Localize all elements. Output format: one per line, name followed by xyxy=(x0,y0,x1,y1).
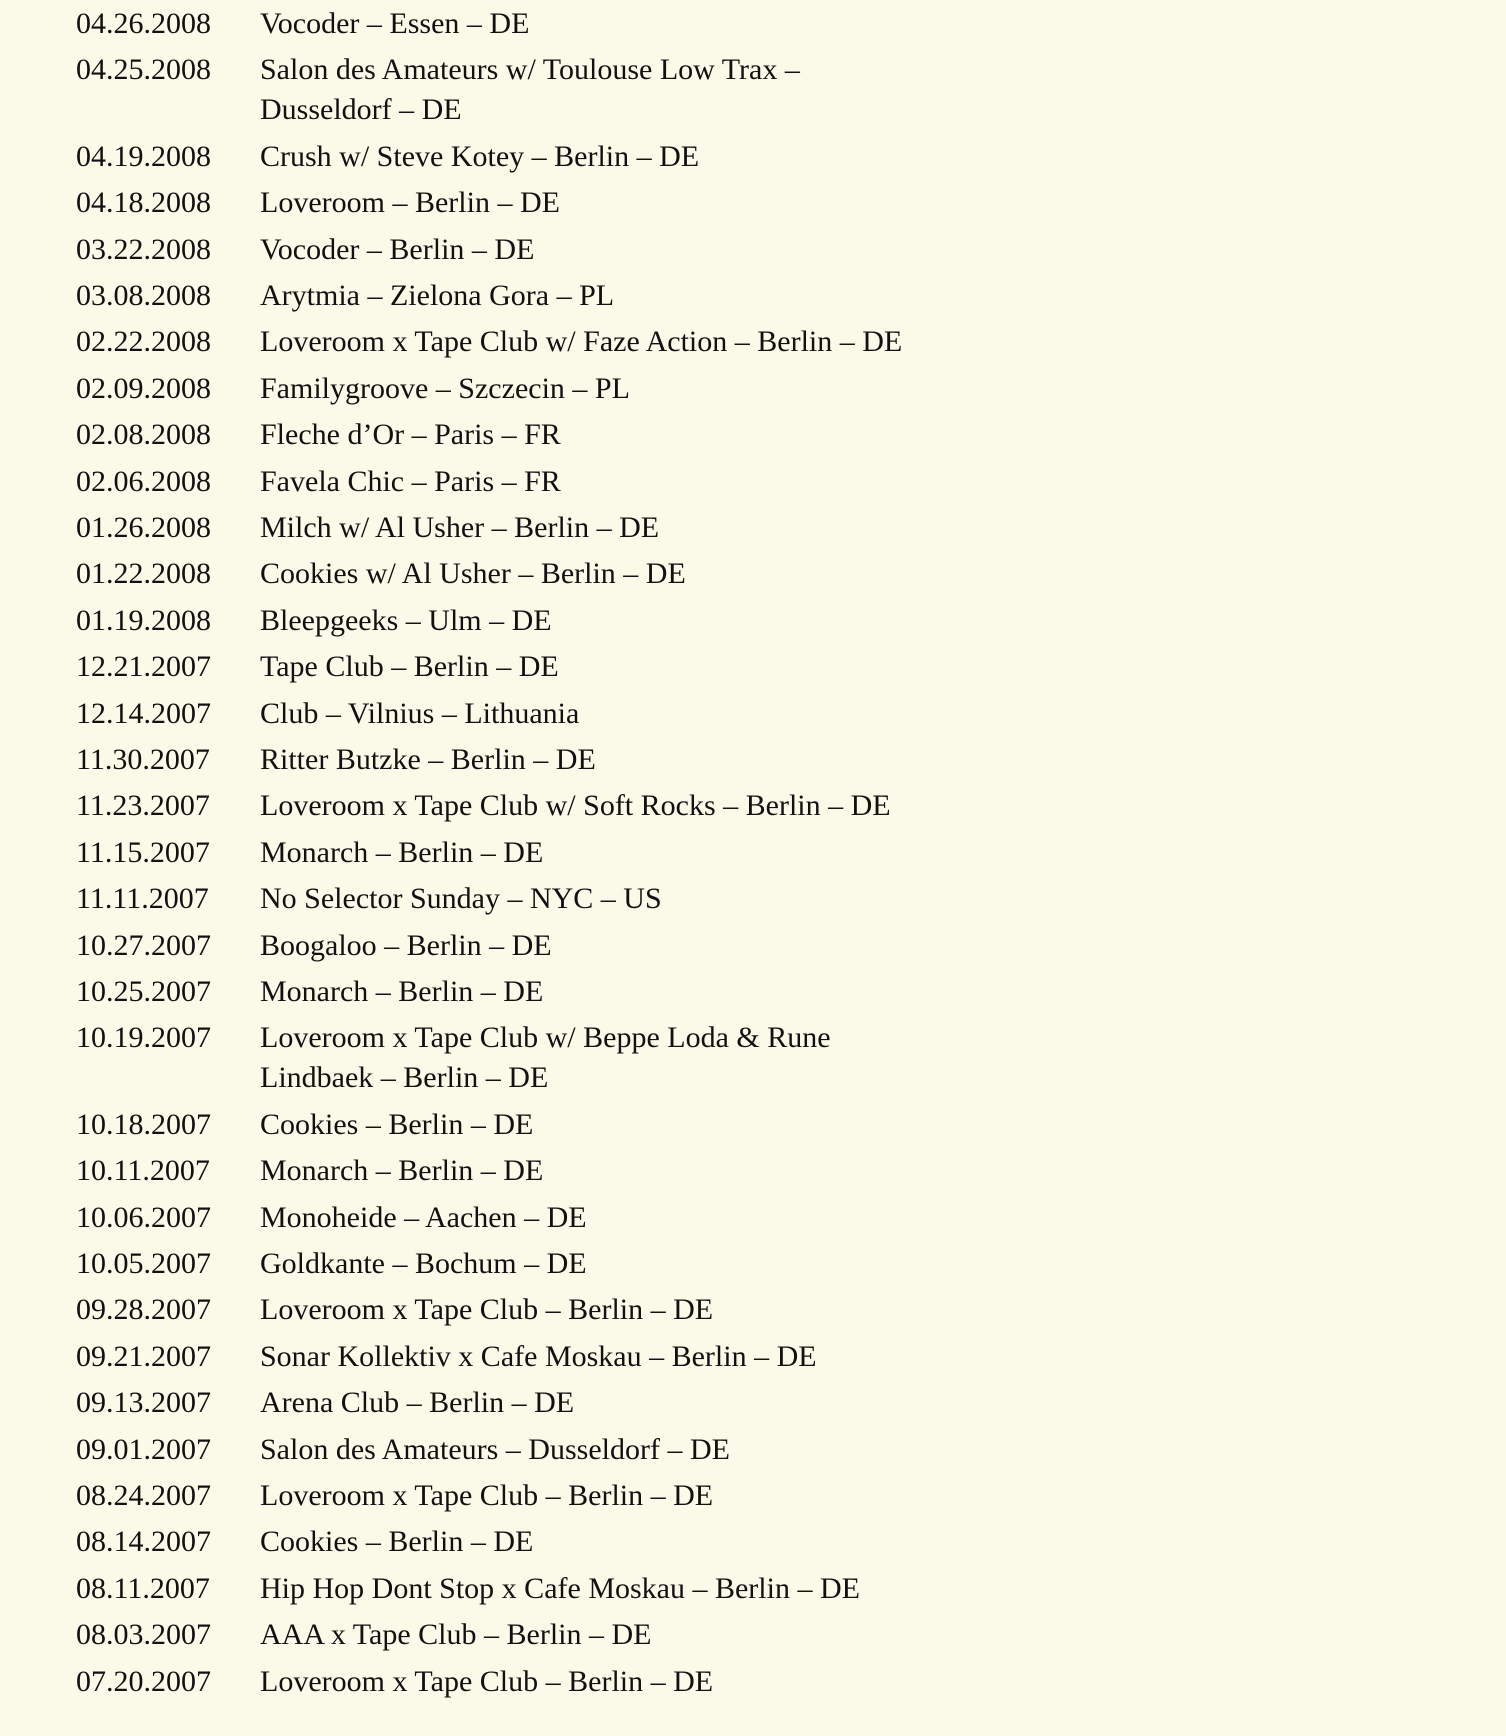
gig-venue-line: Crush w/ Steve Kotey – Berlin – DE xyxy=(260,139,700,173)
gig-venue xyxy=(260,1476,900,1516)
gig-venue-line: Familygroove – Szczecin – PL xyxy=(260,371,630,405)
gig-date: 11.15.2007 xyxy=(76,835,210,869)
gig-venue xyxy=(260,926,900,966)
gig-venue xyxy=(260,1018,900,1098)
gig-venue-line: Goldkante – Bochum – DE xyxy=(260,1247,587,1280)
gig-venue-line: Hip Hop Dont Stop x Cafe Moskau – Berlin – DE xyxy=(260,1571,860,1605)
gig-venue xyxy=(260,879,900,919)
gig-date: 11.23.2007 xyxy=(76,789,210,823)
gig-venue-line: Cookies – Berlin – DE xyxy=(260,1525,534,1559)
gig-venue-line: Monoheide – Aachen – DE xyxy=(260,1200,587,1234)
gig-date: 12.14.2007 xyxy=(76,696,211,730)
gig-date: 04.25.2008 xyxy=(76,53,211,87)
gig-date: 01.26.2008 xyxy=(76,511,211,544)
gig-date: 02.22.2008 xyxy=(76,325,211,359)
gig-venue-line: Loveroom x Tape Club w/ Soft Rocks – Berlin – DE xyxy=(260,789,891,823)
gig-date: 09.01.2007 xyxy=(76,1432,211,1466)
gig-venue xyxy=(260,1337,900,1377)
gig-date: 08.11.2007 xyxy=(76,1571,210,1605)
gig-venue-line: Ritter Butzke – Berlin – DE xyxy=(260,743,596,776)
gig-venue xyxy=(260,554,900,594)
gig-venue xyxy=(260,415,900,455)
gig-date: 09.28.2007 xyxy=(76,1293,211,1327)
gig-date: 12.21.2007 xyxy=(76,650,211,684)
gig-venue xyxy=(260,1290,900,1330)
gig-date: 11.30.2007 xyxy=(76,743,210,776)
gig-venue xyxy=(260,1569,900,1609)
gig-venue-line: Salon des Amateurs – Dusseldorf – DE xyxy=(260,1432,730,1466)
gig-venue-line: Monarch – Berlin – DE xyxy=(260,835,544,869)
gig-date: 02.09.2008 xyxy=(76,371,211,405)
gig-date: 10.11.2007 xyxy=(76,1154,210,1188)
gig-date: 08.24.2007 xyxy=(76,1479,211,1512)
gig-date: 01.22.2008 xyxy=(76,557,211,591)
gig-date: 11.11.2007 xyxy=(76,882,209,916)
gig-venue-line: Salon des Amateurs w/ Toulouse Low Trax – xyxy=(260,53,800,87)
gig-venue-line: Cookies – Berlin – DE xyxy=(260,1107,534,1141)
gig-venue-line: Loveroom x Tape Club – Berlin – DE xyxy=(260,1664,714,1698)
gig-venue-line: Vocoder – Essen – DE xyxy=(260,7,530,40)
gig-venue-line: Cookies w/ Al Usher – Berlin – DE xyxy=(260,557,686,591)
gig-venue-line: Loveroom x Tape Club w/ Faze Action – Berlin – DE xyxy=(260,325,903,359)
gig-venue xyxy=(260,786,900,826)
gig-venue xyxy=(260,276,900,316)
gig-venue-line: Fleche d’Or – Paris – FR xyxy=(260,418,561,452)
gig-venue-line: Loveroom – Berlin – DE xyxy=(260,186,560,220)
gig-date: 10.25.2007 xyxy=(76,975,211,1008)
gig-venue xyxy=(260,369,900,409)
gig-venue xyxy=(260,1198,900,1238)
gig-venue-line: Club – Vilnius – Lithuania xyxy=(260,696,580,730)
gig-venue xyxy=(260,1244,900,1284)
gig-date: 08.14.2007 xyxy=(76,1525,211,1559)
gig-date: 10.06.2007 xyxy=(76,1200,211,1234)
gig-venue xyxy=(260,230,900,270)
gig-date: 01.19.2008 xyxy=(76,603,211,637)
gig-venue xyxy=(260,322,903,362)
gig-venue xyxy=(260,1383,900,1423)
gig-venue xyxy=(260,183,900,223)
gig-venue xyxy=(260,4,900,44)
gig-venue xyxy=(260,647,900,687)
gig-venue xyxy=(260,1430,900,1470)
gig-venue xyxy=(260,1522,900,1562)
gig-venue xyxy=(260,137,900,177)
gig-date: 08.03.2007 xyxy=(76,1618,211,1652)
gig-date: 03.08.2008 xyxy=(76,279,211,312)
gig-venue-line: Vocoder – Berlin – DE xyxy=(260,232,535,266)
gig-venue-line: Favela Chic – Paris – FR xyxy=(260,464,561,498)
gig-date: 04.18.2008 xyxy=(76,186,211,220)
gig-venue-line: AAA x Tape Club – Berlin – DE xyxy=(260,1618,652,1652)
gig-venue xyxy=(260,1151,900,1191)
gig-date: 10.05.2007 xyxy=(76,1247,211,1280)
gig-venue xyxy=(260,972,900,1012)
gig-date: 10.19.2007 xyxy=(76,1021,211,1055)
gig-venue xyxy=(260,740,900,780)
gig-venue xyxy=(260,50,900,130)
gig-venue-line: Sonar Kollektiv x Cafe Moskau – Berlin – DE xyxy=(260,1339,817,1373)
gig-venue-line: Lindbaek – Berlin – DE xyxy=(260,1061,549,1095)
gig-date: 02.08.2008 xyxy=(76,418,211,452)
gig-venue xyxy=(260,601,900,641)
gig-venue-line: Boogaloo – Berlin – DE xyxy=(260,928,552,962)
gig-venue xyxy=(260,462,900,502)
gig-date: 04.19.2008 xyxy=(76,139,211,173)
gig-venue-line: Milch w/ Al Usher – Berlin – DE xyxy=(260,511,660,544)
gig-venue xyxy=(260,1105,900,1145)
gig-venue-line: Dusseldorf – DE xyxy=(260,93,462,127)
gig-date: 02.06.2008 xyxy=(76,464,211,498)
gig-venue xyxy=(260,1662,900,1702)
gig-date: 09.21.2007 xyxy=(76,1339,211,1373)
gig-venue-line: No Selector Sunday – NYC – US xyxy=(260,882,662,916)
gig-venue-line: Arena Club – Berlin – DE xyxy=(260,1386,575,1420)
gig-venue-line: Monarch – Berlin – DE xyxy=(260,975,544,1008)
gig-date: 04.26.2008 xyxy=(76,7,211,40)
gig-venue-line: Loveroom x Tape Club – Berlin – DE xyxy=(260,1479,714,1512)
gig-venue-line: Monarch – Berlin – DE xyxy=(260,1154,544,1188)
gig-venue xyxy=(260,833,900,873)
gig-date: 10.27.2007 xyxy=(76,928,211,962)
gig-venue xyxy=(260,694,900,734)
gig-venue-line: Arytmia – Zielona Gora – PL xyxy=(260,279,615,312)
gig-venue xyxy=(260,508,900,548)
gig-venue-line: Tape Club – Berlin – DE xyxy=(260,650,559,684)
gig-date: 07.20.2007 xyxy=(76,1664,211,1698)
gig-venue xyxy=(260,1615,900,1655)
gig-date: 03.22.2008 xyxy=(76,232,211,266)
gig-date: 10.18.2007 xyxy=(76,1107,211,1141)
gig-venue-line: Loveroom x Tape Club w/ Beppe Loda & Rune xyxy=(260,1021,831,1055)
gig-venue-line: Bleepgeeks – Ulm – DE xyxy=(260,603,552,637)
gig-venue-line: Loveroom x Tape Club – Berlin – DE xyxy=(260,1293,714,1327)
gig-date: 09.13.2007 xyxy=(76,1386,211,1420)
